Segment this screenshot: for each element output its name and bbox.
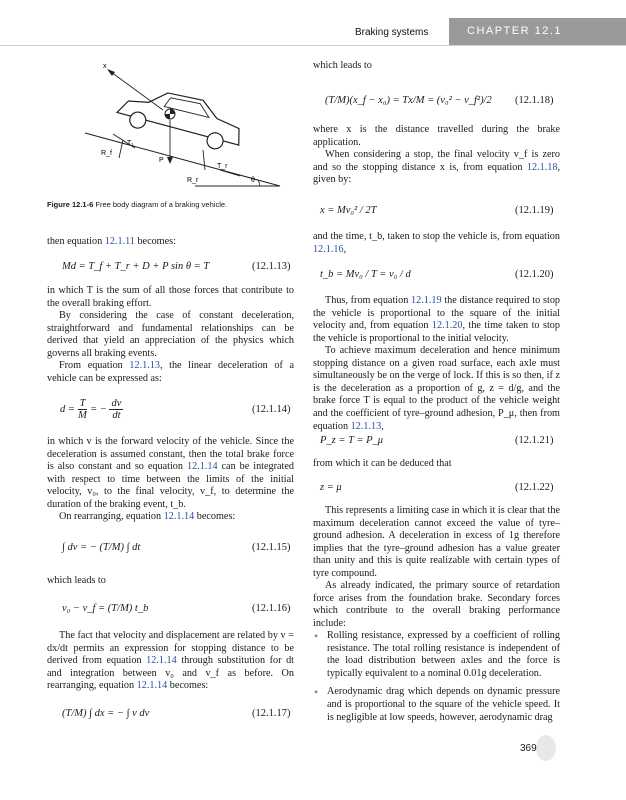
right-para-9: As already indicated, the primary source of retardation force arises from the foundation brake. Secondary forces which contribute to the overall braking performance include: [313,580,560,629]
rear-reaction-arrow [203,150,205,170]
equation-12-1-19: x = Mv₀² / 2T [320,205,377,216]
label-t1: T₁ [127,140,134,147]
left-para-3: By considering the case of constant deceleration, straightforward and fundamental relationships can be derived that yield an appreciation of the physics which governs all braking events. [47,310,294,359]
right-para-1: which leads to [313,60,372,71]
equation-number: (12.1.19) [515,205,554,216]
eq-ref-link[interactable]: 12.1.14 [136,680,168,692]
left-para-2: in which T is the sum of all those forces that contribute to the overall braking effort. [47,285,294,309]
equation-12-1-18: (T/M)(x_f − x₀) = Tx/M = (v₀² − v_f²)/2 [325,95,492,106]
left-para-1: then equation 12.1.11 becomes: [47,236,176,247]
eq-ref-link[interactable]: 12.1.18 [526,161,558,173]
left-para-7: which leads to [47,575,106,586]
equation-12-1-16: v₀ − v_f = (T/M) t_b [62,603,149,614]
equation-number: (12.1.15) [252,542,291,553]
right-para-4: and the time, t_b, taken to stop the vehicle is, from equation 12.1.16, [313,231,560,255]
eq-ref-link[interactable]: 12.1.14 [146,655,177,667]
running-header-section: Braking systems [355,27,429,38]
header-rule [0,45,626,46]
figure-caption-text: Free body diagram of a braking vehicle. [95,200,228,209]
equation-number: (12.1.20) [515,269,554,280]
figure-caption [47,200,227,209]
right-para-6: To achieve maximum deceleration and hence minimum stopping distance on a given road surface, each axle must simultaneously be on the verge of lock. If this is so then, if z is the deceleration as a proportion of g, z = d/g, and the brake force T is equal to the product of the vehicle weight and the coefficient of tyre–ground adhesion, P_μ, then from equation 12.1.13, [313,345,560,432]
equation-number: (12.1.21) [515,435,554,446]
figure-caption-label: Figure 12.1-6 [47,200,94,209]
label-p: P [159,157,164,164]
right-para-7: from which it can be deduced that [313,458,452,469]
running-header-chapter: CHAPTER 12.1 [449,18,626,45]
page-number: 369 [520,743,537,754]
equation-12-1-20: t_b = Mv₀ / T = v₀ / d [320,269,411,280]
eq-ref-link[interactable]: 12.1.19 [411,295,442,306]
equation-number: (12.1.13) [252,261,291,272]
equation-12-1-13: Md = T_f + T_r + D + P sin θ = T [62,261,210,272]
eq-ref-link[interactable]: 12.1.16 [313,243,344,255]
label-rr: R_r [187,177,199,184]
equation-number: (12.1.14) [252,404,291,415]
left-para-4: From equation 12.1.13, the linear deceleration of a vehicle can be expressed as: [47,360,294,384]
vehicle-body [114,80,247,155]
equation-12-1-15: ∫ dv = − (T/M) ∫ dt [62,542,141,553]
bullet-list [313,630,560,730]
left-para-5: in which v is the forward velocity of the vehicle. Since the deceleration is assumed constant, then the total brake force is also constant and so equation 12.1.14 can be integrated with respect to time between the limits of the initial velocity, v₀, to the final velocity, v_f, to determine the duration of the braking event, t_b. [47,436,294,510]
right-para-3: When considering a stop, the final velocity v_f is zero and so the stopping distance x is, from equation 12.1.18, given by: [313,149,560,186]
eq-ref-link[interactable]: 12.1.20 [431,320,463,332]
equation-12-1-14: d = $\frac{T}{M}$ = − $\frac{dv}{dt}$ [60,398,122,421]
equation-number: (12.1.18) [515,95,554,106]
eq-ref-link[interactable]: 12.1.14 [186,461,218,473]
rear-brake-force-arrow [220,170,240,176]
eq-ref-link[interactable]: 12.1.11 [104,236,135,247]
right-para-8: This represents a limiting case in which it is clear that the maximum deceleration cannot exceed the value of tyre–ground adhesion. A deceleration in excess of 1g therefore implies that the tyre–ground adhesion has a value greater than unity and this is quite realizable with certain types of tyre compound. [313,505,560,579]
list-item: • Rolling resistance, expressed by a coefficient of rolling resistance. The total rolling resistance is independent of the load distribution between axles and the force is typically equivalent to a nominal 0.01g deceleration. [327,630,560,680]
label-tr: T_r [217,163,228,170]
list-item: • Aerodynamic drag which depends on dynamic pressure and is proportional to the square of the vehicle speed. It is negligible at low speeds, however, aerodynamic drag [327,686,560,724]
left-para-8: The fact that velocity and displacement are related by v = dx/dt permits an expression for stopping distance to be derived from equation 12.1.14 through substitution for dt and integration between v₀ and v_f as before. On rearranging, equation 12.1.14 becomes: [47,630,294,692]
right-para-5: Thus, from equation 12.1.19 the distance required to stop the vehicle is proportional to the square of the initial velocity and, from equation 12.1.20, the time taken to stop the vehicle is proportional to the initial velocity. [313,295,561,344]
label-x: x [103,63,107,70]
left-para-6: On rearranging, equation 12.1.14 becomes: [59,511,236,522]
page-number-badge [536,735,556,761]
equation-number: (12.1.22) [515,482,554,493]
equation-12-1-17: (T/M) ∫ dx = − ∫ v dv [62,708,150,719]
label-rf: R_f [101,150,112,157]
equation-number: (12.1.17) [252,708,291,719]
right-para-2: where x is the distance travelled during the brake application. [313,124,560,148]
equation-12-1-22: z = μ [320,482,342,493]
eq-ref-link[interactable]: 12.1.13 [350,420,382,432]
equation-number: (12.1.16) [252,603,291,614]
label-theta: θ [251,177,255,184]
eq-ref-link[interactable]: 12.1.14 [163,511,195,522]
free-body-diagram [55,58,295,188]
center-of-gravity-icon [165,109,175,119]
eq-ref-link[interactable]: 12.1.13 [129,360,160,371]
equation-12-1-21: P_z = T = P_μ [320,435,384,446]
